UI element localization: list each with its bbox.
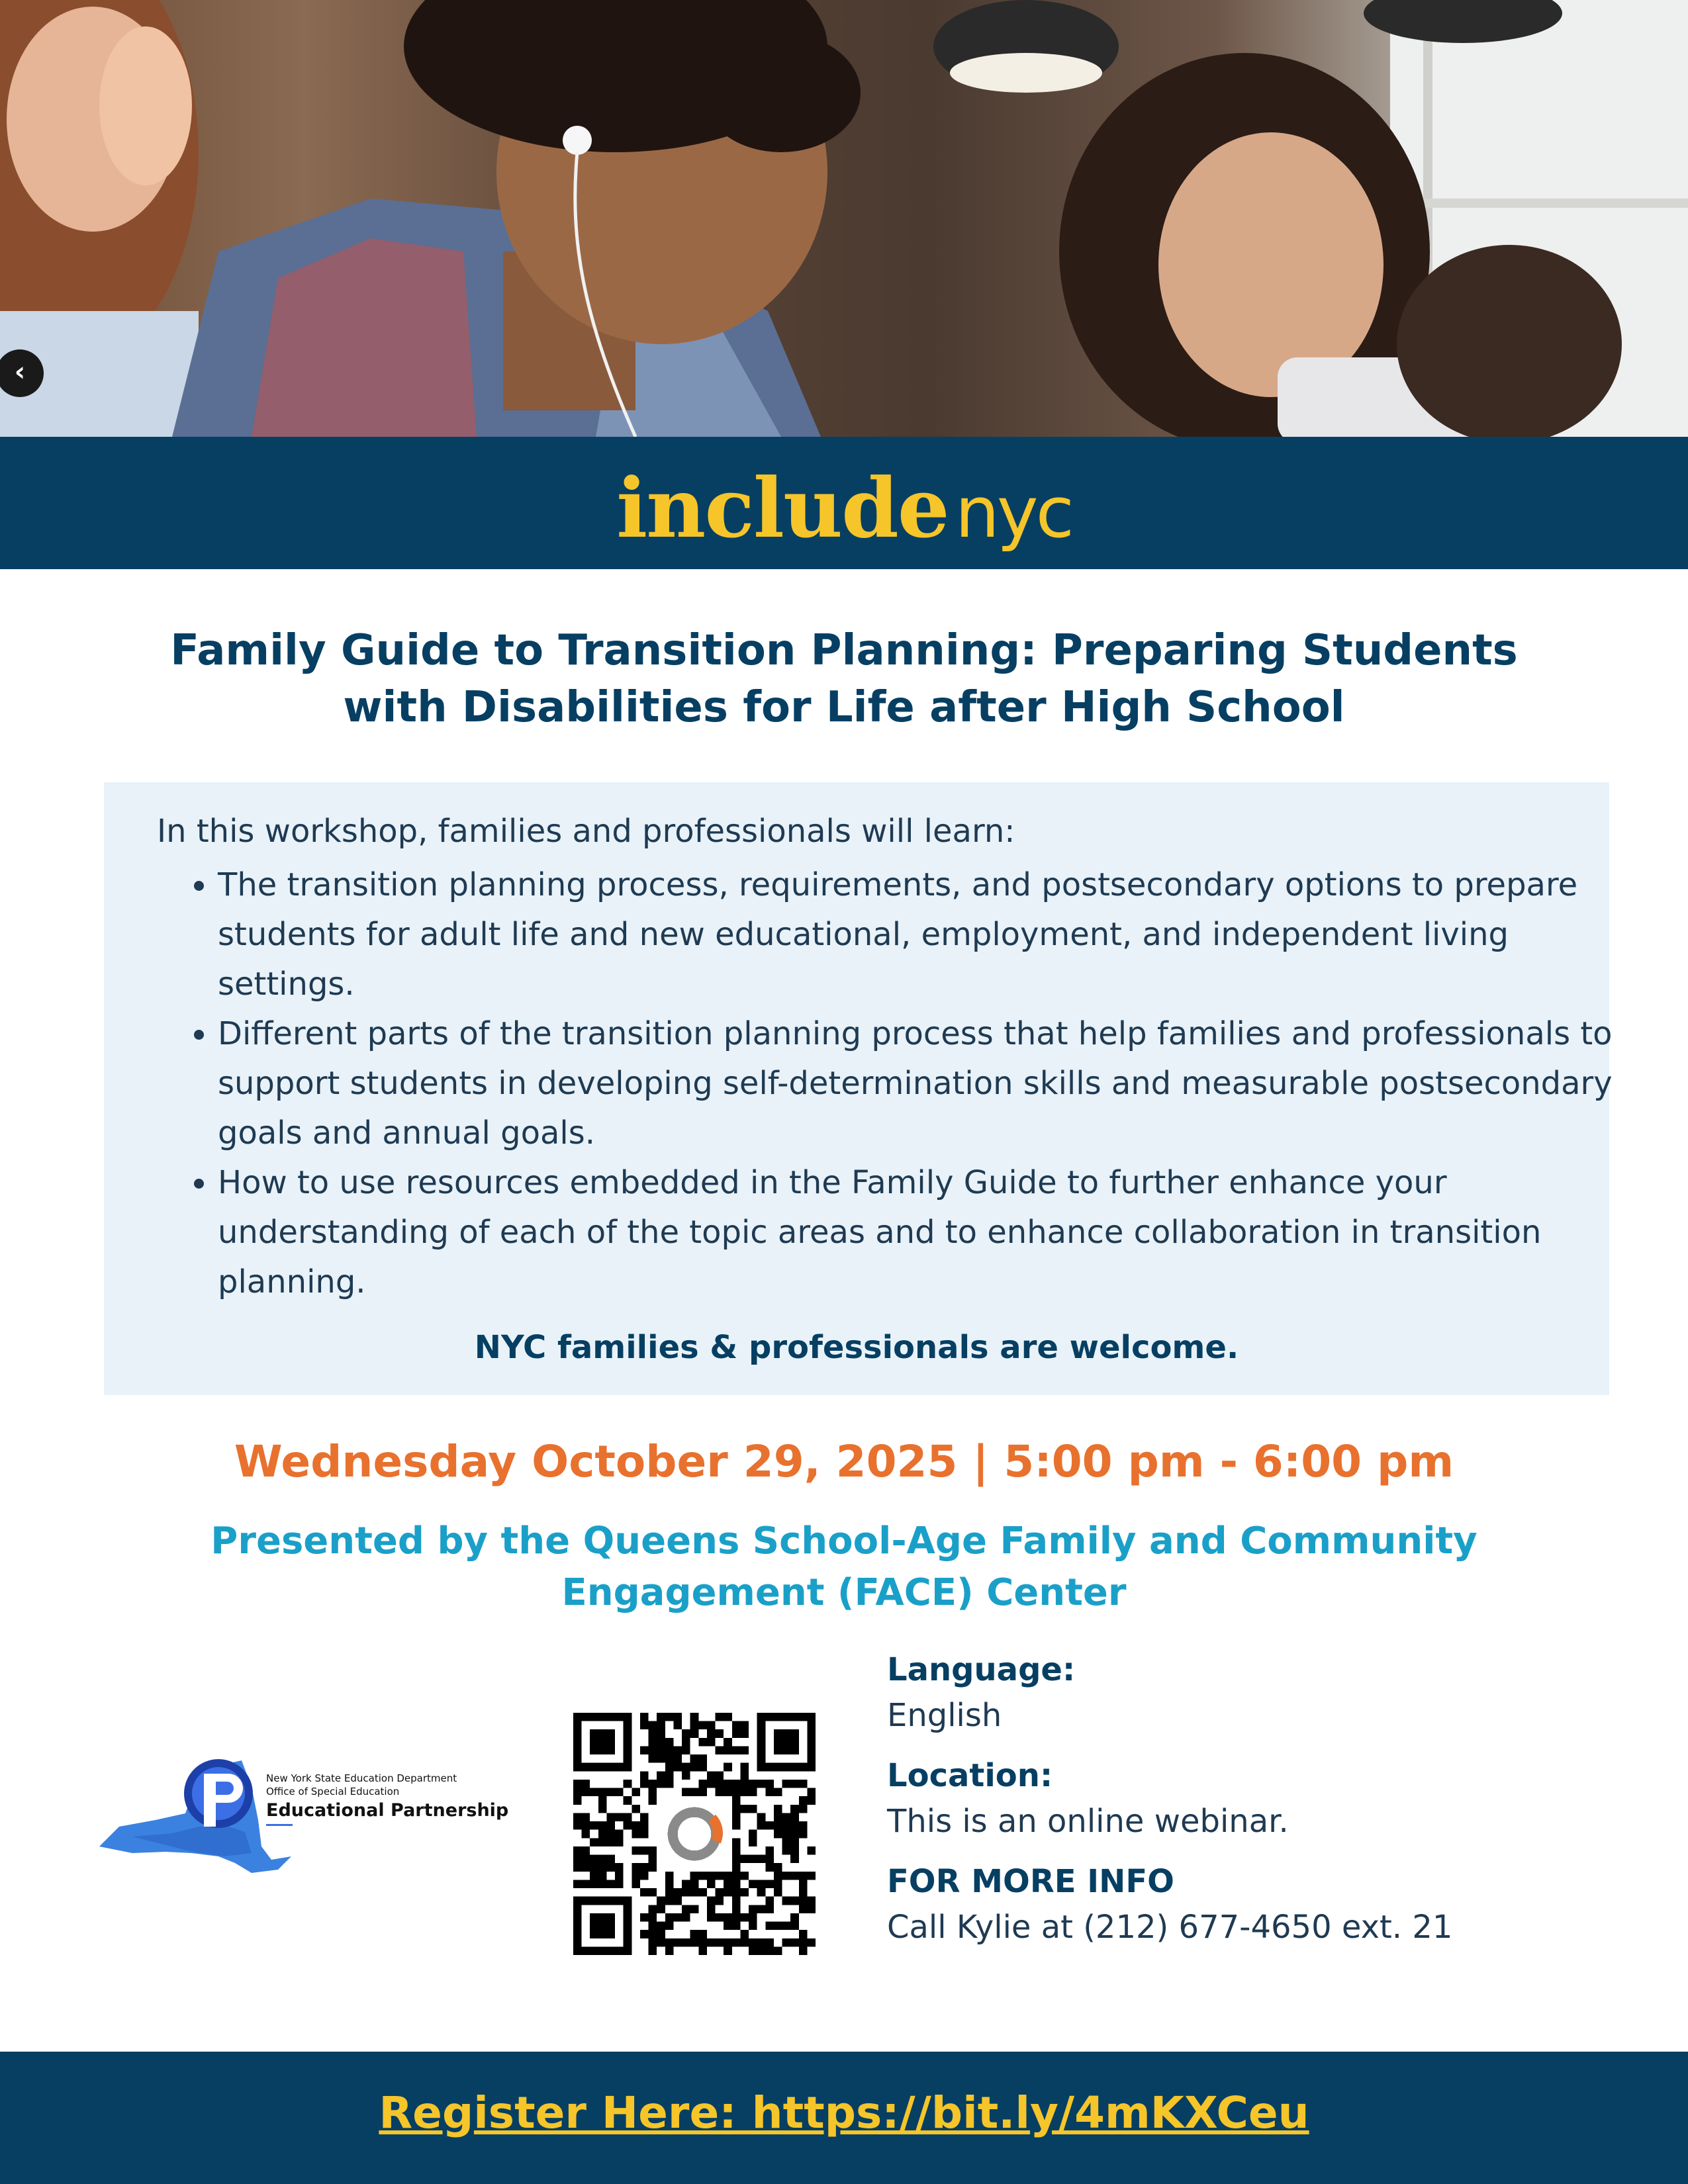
logo-word-include: include (616, 461, 949, 557)
partner-line-3: Educational Partnership (266, 1800, 509, 1821)
page-title (79, 622, 1609, 736)
presenter-line-1: Presented by the Queens School-Age Family and Community (211, 1520, 1477, 1563)
partner-line-2: Office of Special Education (266, 1786, 400, 1797)
language-value: English (887, 1697, 1002, 1734)
title-line-1: Family Guide to Transition Planning: Preparing Students (170, 626, 1518, 675)
include-nyc-logo (0, 461, 1688, 557)
qr-code[interactable] (573, 1713, 816, 1955)
hero-photo (0, 0, 1688, 437)
nysed-educational-partnership-logo (93, 1747, 509, 1880)
register-bar (0, 2052, 1688, 2184)
presenter (132, 1516, 1556, 1619)
location-value: This is an online webinar. (887, 1803, 1289, 1840)
logo-word-nyc: nyc (955, 472, 1072, 553)
title-line-2: with Disabilities for Life after High School (343, 683, 1345, 732)
event-date-time: Wednesday October 29, 2025 | 5:00 pm - 6:00 pm (234, 1436, 1454, 1487)
welcome-note: NYC families & professionals are welcome. (474, 1329, 1239, 1366)
location-label: Location: (887, 1757, 1053, 1794)
list-item: • Different parts of the transition planning process that help families and professionals to support students in developing self-determination skills and measurable postsecondary goals and annual goals. (218, 1009, 1641, 1158)
chevron-left-icon[interactable]: ‹ (0, 349, 44, 397)
list-item: • The transition planning process, requirements, and postsecondary options to prepare students for adult life and new educational, employment, and independent living settings. (218, 860, 1641, 1009)
language-label: Language: (887, 1651, 1076, 1688)
learn-intro: In this workshop, families and professionals will learn: (157, 813, 1015, 850)
event-info (887, 1648, 1648, 1966)
hero-illustration (0, 0, 1688, 437)
learn-list (157, 860, 1641, 1307)
brand-bar (0, 437, 1688, 569)
more-info-label: FOR MORE INFO (887, 1863, 1174, 1900)
partner-line-1: New York State Education Department (266, 1772, 457, 1784)
register-link[interactable]: Register Here: https://bit.ly/4mKXCeu (379, 2087, 1309, 2138)
presenter-line-2: Engagement (FACE) Center (561, 1571, 1127, 1614)
learning-objectives-box (104, 782, 1613, 1395)
more-info-value: Call Kylie at (212) 677-4650 ext. 21 (887, 1909, 1453, 1946)
list-item: • How to use resources embedded in the Family Guide to further enhance your understanding of each of the topic areas and to enhance collaboration in transition planning. (218, 1158, 1641, 1307)
